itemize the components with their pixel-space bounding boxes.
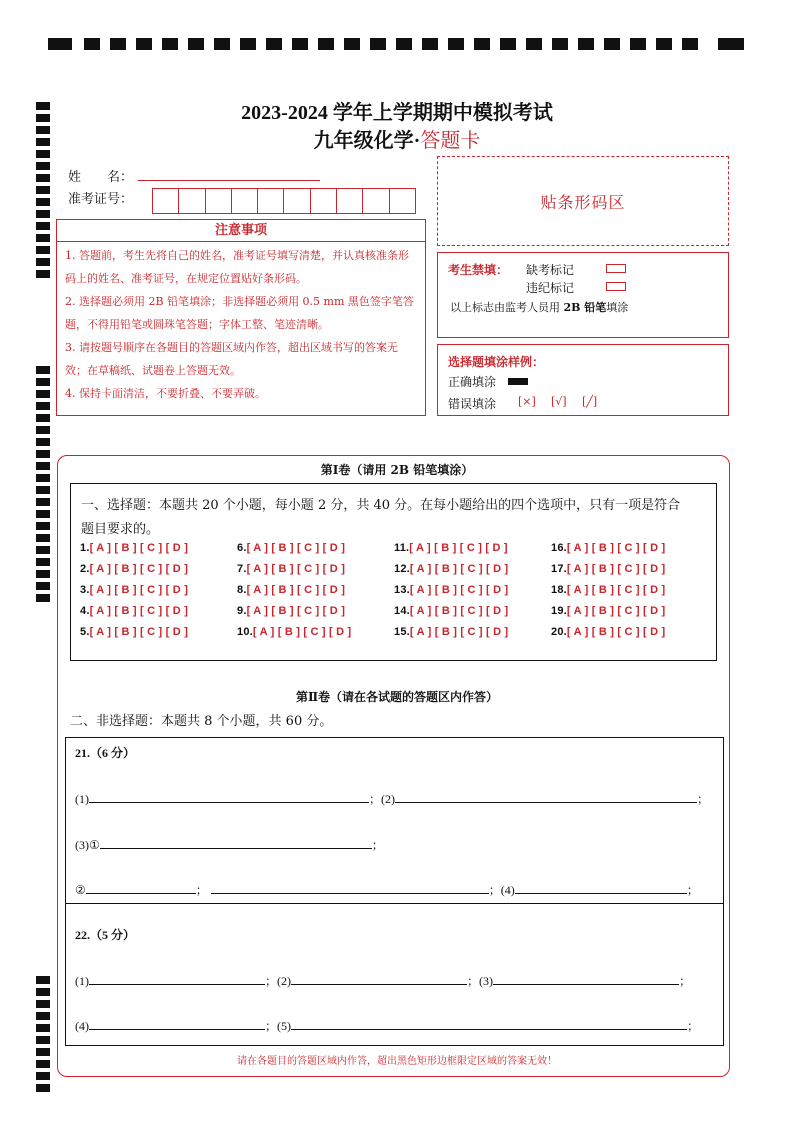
choice-q9[interactable]: 9.[ A ] [ B ] [ C ] [ D ] — [237, 605, 346, 617]
choice-q10[interactable]: 10.[ A ] [ B ] [ C ] [ D ] — [237, 626, 352, 638]
q21-line-1: (1) ；(2) ； — [75, 792, 710, 806]
q21-blank-1[interactable] — [89, 791, 369, 803]
q22-blank-1[interactable] — [89, 973, 265, 985]
choice-instruction-1: 一、选择题：本题共 20 个小题，每小题 2 分，共 40 分。在每小题给出的四个选项中，只有一项是符合 — [81, 498, 681, 513]
top-timing-marks — [48, 38, 748, 52]
q22-line-1: (1) ；(2) ；(3) ； — [75, 974, 692, 988]
sample-title: 选择题填涂样例： — [448, 355, 545, 369]
choice-instruction-2: 题目要求的。 — [81, 522, 160, 537]
q21-line-2: (3)① ； — [75, 838, 384, 852]
notice-title: 注意事项 — [57, 220, 425, 242]
correct-label: 正确填涂 — [448, 375, 497, 389]
wrong-mark-1: [×] — [518, 395, 536, 408]
q22-blank-5[interactable] — [291, 1018, 687, 1030]
choice-q20[interactable]: 20.[ A ] [ B ] [ C ] [ D ] — [551, 626, 666, 638]
choice-q11[interactable]: 11.[ A ] [ B ] [ C ] [ D ] — [394, 542, 508, 554]
violation-label: 违纪标记 — [526, 281, 575, 295]
choice-q17[interactable]: 17.[ A ] [ B ] [ C ] [ D ] — [551, 563, 666, 575]
correct-fill-sample — [508, 378, 528, 385]
choice-q19[interactable]: 19.[ A ] [ B ] [ C ] [ D ] — [551, 605, 666, 617]
choice-q18[interactable]: 18.[ A ] [ B ] [ C ] [ D ] — [551, 584, 666, 596]
name-label: 姓 名： — [68, 170, 134, 185]
notice-item-4: 4. 保持卡面清洁，不要折叠、不要弄破。 — [65, 387, 266, 400]
q22-title: 22.（5 分） — [75, 928, 136, 942]
q-divider — [66, 903, 723, 904]
barcode-area: 贴条形码区 — [437, 156, 729, 246]
choice-q14[interactable]: 14.[ A ] [ B ] [ C ] [ D ] — [394, 605, 509, 617]
choice-q1[interactable]: 1.[ A ] [ B ] [ C ] [ D ] — [80, 542, 189, 554]
q22-line-2: (4) ；(5) ； — [75, 1019, 700, 1033]
violation-mark-box[interactable] — [606, 282, 626, 291]
exam-subtitle: 九年级化学·答题卡 — [313, 130, 481, 152]
choice-q6[interactable]: 6.[ A ] [ B ] [ C ] [ D ] — [237, 542, 346, 554]
id-grid[interactable] — [152, 188, 416, 214]
notice-item-3: 3. 请按题号顺序在各题目的答题区域内作答，超出区域书写的答案无效；在草稿纸、试题卷上答题无效。 — [65, 341, 398, 377]
q21-title: 21.（6 分） — [75, 746, 136, 760]
choice-q7[interactable]: 7.[ A ] [ B ] [ C ] [ D ] — [237, 563, 346, 575]
q21-blank-5[interactable] — [211, 882, 489, 894]
sample-box — [437, 344, 729, 416]
forbidden-label: 考生禁填： — [448, 263, 509, 277]
forbidden-box — [437, 252, 729, 338]
notice-item-2: 2. 选择题必须用 2B 铅笔填涂；非选择题必须用 0.5 mm 黑色签字笔答题，不得用铅笔或圆珠笔答题；字体工整、笔迹清晰。 — [65, 295, 414, 331]
q22-blank-4[interactable] — [89, 1018, 265, 1030]
notice-box — [56, 219, 426, 416]
q21-blank-6[interactable] — [515, 882, 687, 894]
choice-q12[interactable]: 12.[ A ] [ B ] [ C ] [ D ] — [394, 563, 509, 575]
choice-q16[interactable]: 16.[ A ] [ B ] [ C ] [ D ] — [551, 542, 666, 554]
part2-title: 第Ⅱ卷（请在各试题的答题区内作答） — [295, 690, 499, 704]
q21-blank-3[interactable] — [100, 837, 372, 849]
id-label: 准考证号： — [68, 192, 134, 207]
part2-instruction: 二、非选择题：本题共 8 个小题，共 60 分。 — [70, 714, 333, 729]
choice-q13[interactable]: 13.[ A ] [ B ] [ C ] [ D ] — [394, 584, 509, 596]
absent-label: 缺考标记 — [526, 263, 575, 277]
absent-mark-box[interactable] — [606, 264, 626, 273]
choice-q2[interactable]: 2.[ A ] [ B ] [ C ] [ D ] — [80, 563, 189, 575]
choice-q5[interactable]: 5.[ A ] [ B ] [ C ] [ D ] — [80, 626, 189, 638]
q21-blank-2[interactable] — [395, 791, 697, 803]
forbidden-note: 以上标志由监考人员用 2B 铅笔填涂 — [450, 301, 629, 314]
wrong-mark-2: [√] — [551, 395, 567, 408]
exam-title: 2023-2024 学年上学期期中模拟考试 — [241, 102, 553, 124]
choice-q15[interactable]: 15.[ A ] [ B ] [ C ] [ D ] — [394, 626, 509, 638]
q22-blank-3[interactable] — [493, 973, 679, 985]
notice-item-1: 1. 答题前，考生先将自己的姓名，准考证号填写清楚，并认真核准条形码上的姓名、准考证号，在规定位置贴好条形码。 — [65, 249, 409, 285]
choice-q3[interactable]: 3.[ A ] [ B ] [ C ] [ D ] — [80, 584, 189, 596]
name-field[interactable] — [138, 180, 320, 181]
part1-title: 第Ⅰ卷（请用 2B 铅笔填涂） — [320, 463, 474, 477]
q22-blank-2[interactable] — [291, 973, 467, 985]
q21-blank-4[interactable] — [86, 882, 196, 894]
footer-warning: 请在各题目的答题区域内作答，超出黑色矩形边框限定区域的答案无效！ — [237, 1056, 557, 1067]
wrong-label: 错误填涂 — [448, 397, 497, 411]
choice-q4[interactable]: 4.[ A ] [ B ] [ C ] [ D ] — [80, 605, 189, 617]
q21-line-3: ② ； ；(4) ； — [75, 883, 699, 897]
choice-q8[interactable]: 8.[ A ] [ B ] [ C ] [ D ] — [237, 584, 346, 596]
wrong-mark-3: [╱] — [582, 395, 598, 408]
